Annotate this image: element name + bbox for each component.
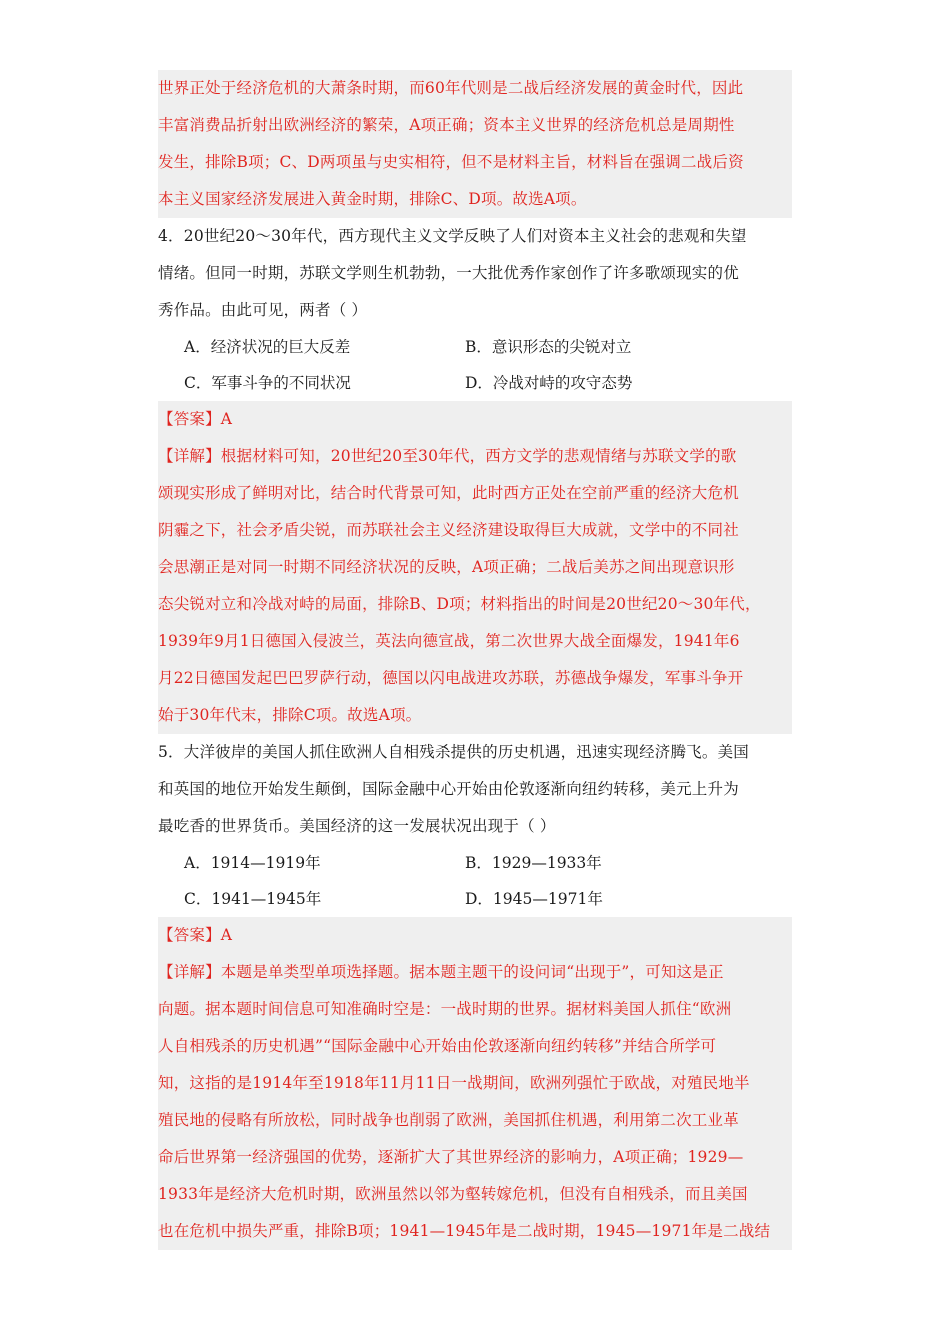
analysis-line: 命后世界第一经济强国的优势，逐渐扩大了其世界经济的影响力，A项正确；1929— [158,1148,744,1166]
question-stem-line: 情绪。但同一时期，苏联文学则生机勃勃，一大批优秀作家创作了许多歌颂现实的优 [158,264,739,282]
analysis-line: 向题。据本题时间信息可知准确时空是：一战时期的世界。据材料美国人抓住“欧洲 [158,1000,732,1018]
analysis-line: 世界正处于经济危机的大萧条时期，而60年代则是二战后经济发展的黄金时代，因此 [158,79,744,97]
option-c: C．1941—1945年 [184,890,322,908]
question-5 [158,734,792,1250]
analysis-line: 月22日德国发起巴巴罗萨行动，德国以闪电战进攻苏联，苏德战争爆发，军事斗争开 [158,669,744,687]
analysis-line: 丰富消费品折射出欧洲经济的繁荣，A项正确；资本主义世界的经济危机总是周期性 [158,116,735,134]
analysis-line: 阴霾之下，社会矛盾尖锐，而苏联社会主义经济建设取得巨大成就，文学中的不同社 [158,521,739,539]
question-stem-line: 秀作品。由此可见，两者（ ） [158,301,368,319]
analysis-line: 【详解】根据材料可知，20世纪20至30年代，西方文学的悲观情绪与苏联文学的歌 [158,447,737,465]
option-d: D．1945—1971年 [465,890,603,908]
analysis-line: 颂现实形成了鲜明对比，结合时代背景可知，此时西方正处在空前严重的经济大危机 [158,484,739,502]
answer-block [158,401,792,734]
option-c: C．军事斗争的不同状况 [184,374,351,392]
analysis-line: 本主义国家经济发展进入黄金时期，排除C、D项。故选A项。 [158,190,587,208]
document-page [158,70,792,1250]
question-4 [158,218,792,734]
analysis-line: 也在危机中损失严重，排除B项；1941—1945年是二战时期，1945—1971年是二战结 [158,1222,771,1240]
option-b: B．意识形态的尖锐对立 [465,338,632,356]
options-row [158,881,792,917]
options-row [158,845,792,881]
analysis-line: 态尖锐对立和冷战对峙的局面，排除B、D项；材料指出的时间是20世纪20～30年代， [158,595,761,613]
answer-line: 【答案】A [158,926,233,944]
carryover-analysis [158,70,792,218]
options-row [158,329,792,365]
analysis-line: 发生，排除B项；C、D两项虽与史实相符，但不是材料主旨，材料旨在强调二战后资 [158,153,744,171]
analysis-line: 人自相残杀的历史机遇”“国际金融中心开始由伦敦逐渐向纽约转移”并结合所学可 [158,1037,717,1055]
analysis-line: 殖民地的侵略有所放松，同时战争也削弱了欧洲，美国抓住机遇，利用第二次工业革 [158,1111,739,1129]
question-stem-line: 5．大洋彼岸的美国人抓住欧洲人自相残杀提供的历史机遇，迅速实现经济腾飞。美国 [158,743,749,761]
answer-line: 【答案】A [158,410,233,428]
option-d: D．冷战对峙的攻守态势 [465,374,633,392]
option-a: A．经济状况的巨大反差 [184,338,351,356]
option-b: B．1929—1933年 [465,854,602,872]
answer-block [158,917,792,1250]
question-stem-line: 4．20世纪20～30年代，西方现代主义文学反映了人们对资本主义社会的悲观和失望 [158,227,747,245]
analysis-line: 始于30年代末，排除C项。故选A项。 [158,706,422,724]
analysis-line: 【详解】本题是单类型单项选择题。据本题主题干的设问词“出现于”，可知这是正 [158,963,724,981]
analysis-line: 1939年9月1日德国入侵波兰，英法向德宣战，第二次世界大战全面爆发，1941年6 [158,632,740,650]
option-a: A．1914—1919年 [184,854,321,872]
question-stem-line: 最吃香的世界货币。美国经济的这一发展状况出现于（ ） [158,817,556,835]
analysis-line: 知，这指的是1914年至1918年11月11日一战期间，欧洲列强忙于欧战，对殖民地半 [158,1074,750,1092]
options-row [158,365,792,401]
question-stem-line: 和英国的地位开始发生颠倒，国际金融中心开始由伦敦逐渐向纽约转移，美元上升为 [158,780,739,798]
analysis-line: 会思潮正是对同一时期不同经济状况的反映，A项正确；二战后美苏之间出现意识形 [158,558,735,576]
analysis-line: 1933年是经济大危机时期，欧洲虽然以邻为壑转嫁危机，但没有自相残杀，而且美国 [158,1185,748,1203]
